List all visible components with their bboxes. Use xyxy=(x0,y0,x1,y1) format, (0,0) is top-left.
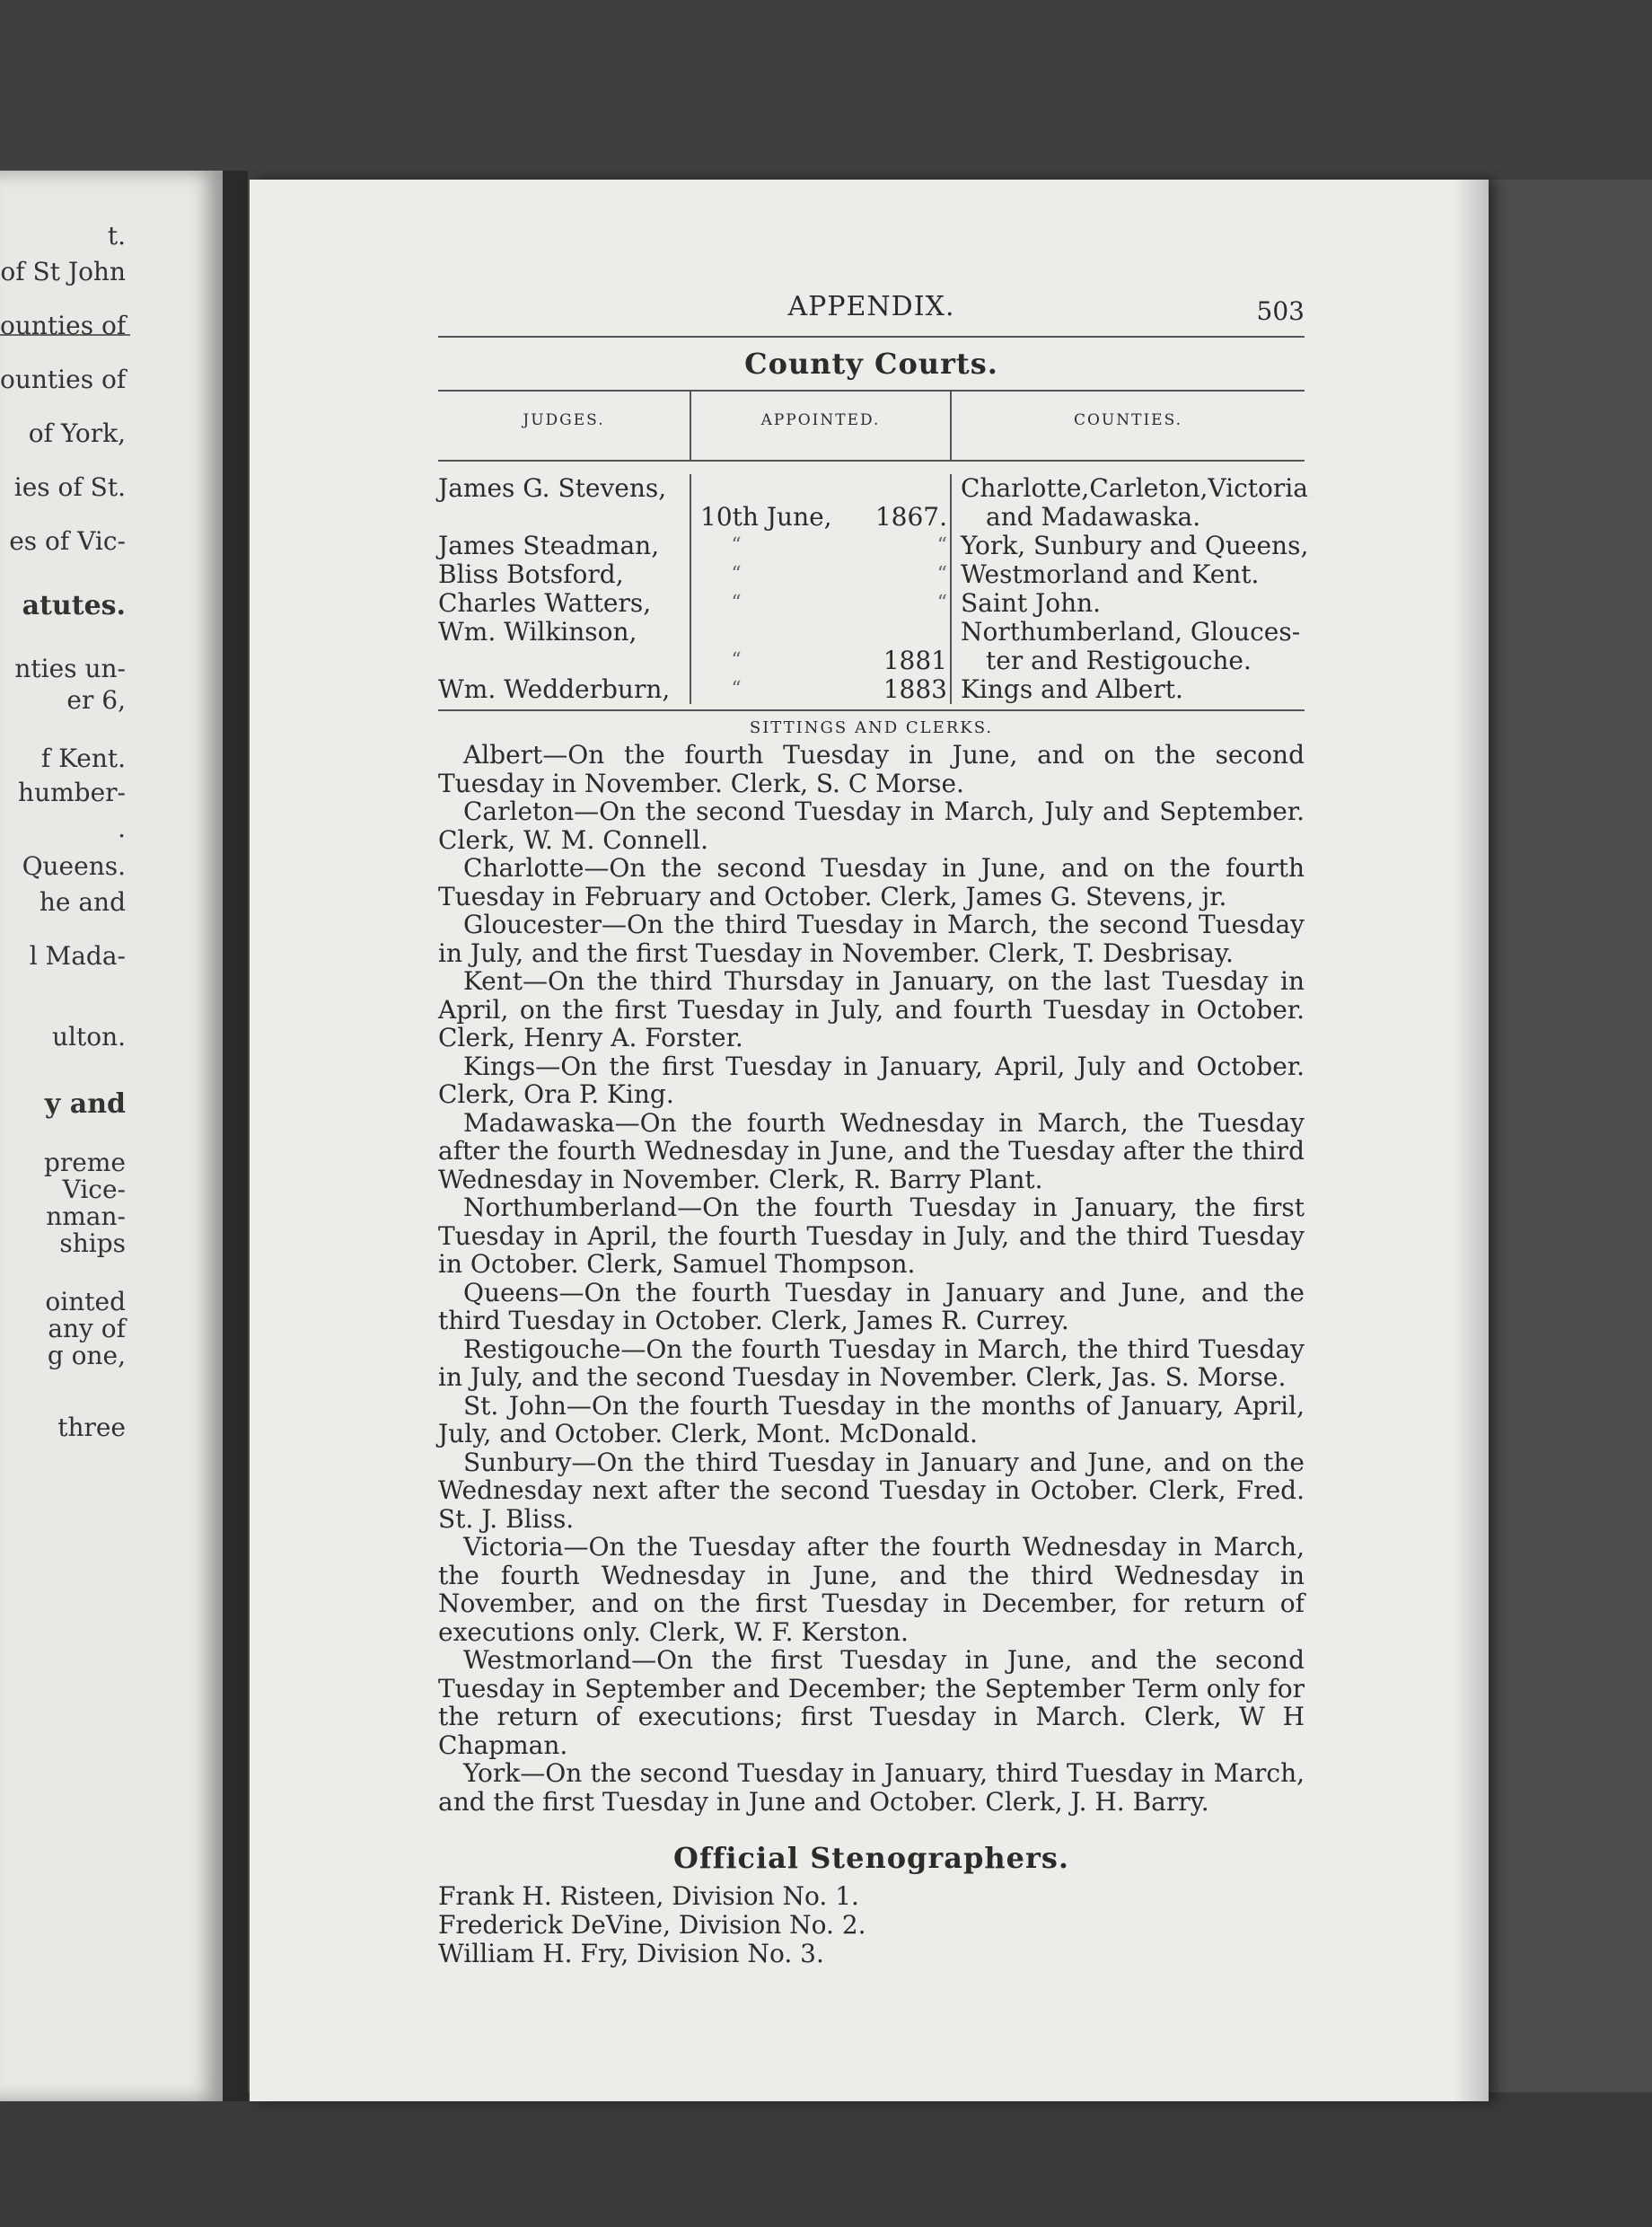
appointed-column xyxy=(690,474,950,704)
appointed-year: 1881 xyxy=(883,646,947,675)
page-title: APPENDIX. xyxy=(787,291,955,322)
left-page-fragment: of York, xyxy=(28,418,126,448)
appointed-date xyxy=(700,618,857,647)
judge-name: Charles Watters, xyxy=(438,588,652,618)
table-body xyxy=(438,462,1309,711)
stenographer-entry: Frank H. Risteen, Division No. 1. xyxy=(438,1881,859,1911)
appointed-date: “ xyxy=(731,649,742,672)
left-page-fragment: any of xyxy=(48,1314,126,1343)
sitting-entry: Restigouche—On the fourth Tuesday in March, the third Tuesday in July, and the second Tuesday in November. Clerk, Jas. S. Morse. xyxy=(438,1334,1305,1392)
sitting-entry: Northumberland—On the fourth Tuesday in January, the first Tuesday in April, the fourth Tuesday in July, and the third Tuesday in October. Clerk, Samuel Thompson. xyxy=(438,1193,1305,1279)
left-page-fragment: ointed xyxy=(45,1287,126,1316)
left-page-fragment: g one, xyxy=(47,1341,126,1370)
left-page-fragment: Vice- xyxy=(62,1175,126,1204)
sittings-list xyxy=(438,741,1305,1816)
left-page-fragment: t. xyxy=(107,221,126,251)
county-entry: Saint John. xyxy=(961,588,1102,618)
page-number: 503 xyxy=(1256,296,1305,326)
judges-column xyxy=(438,474,690,704)
left-page-fragment: ounties of xyxy=(0,311,127,340)
county-entry: Charlotte,Carleton,Victoria xyxy=(961,473,1308,503)
stenographers-title: Official Stenographers. xyxy=(672,1841,1070,1875)
left-page xyxy=(0,171,224,2101)
left-page-fragment: atutes. xyxy=(22,590,126,621)
appointed-year: “ xyxy=(936,534,947,557)
judge-name: Bliss Botsford, xyxy=(438,559,624,589)
county-entry: Kings and Albert. xyxy=(961,674,1183,704)
county-entry: York, Sunbury and Queens, xyxy=(961,531,1309,560)
sitting-entry: Westmorland—On the first Tuesday in June, and the second Tuesday in September and December; the September Term only for the return of executions; first Tuesday in March. Clerk, W H Chapman. xyxy=(438,1645,1305,1760)
judge-name xyxy=(438,647,690,675)
judge-name: James G. Stevens, xyxy=(438,473,667,503)
appointed-date: “ xyxy=(731,678,742,700)
left-page-fragment: nman- xyxy=(46,1202,126,1231)
judge-name: Wm. Wilkinson, xyxy=(438,617,637,647)
left-page-fragment: humber- xyxy=(18,778,126,807)
appointed-year: “ xyxy=(936,563,947,585)
county-entry: Northumberland, Glouces- xyxy=(961,617,1301,647)
left-page-fragment: y and xyxy=(44,1088,126,1120)
sitting-entry: Queens—On the fourth Tuesday in January and June, and the third Tuesday in October. Clerk, James R. Currey. xyxy=(438,1277,1305,1335)
sitting-entry: Charlotte—On the second Tuesday in June, and on the fourth Tuesday in February and October. Clerk, James G. Stevens, jr. xyxy=(438,853,1305,911)
appointed-row xyxy=(700,474,950,503)
judge-name xyxy=(438,503,690,532)
sitting-entry: Albert—On the fourth Tuesday in June, and on the second Tuesday in November. Clerk, S. C Morse. xyxy=(438,740,1305,798)
sitting-entry: Victoria—On the Tuesday after the fourth Wednesday in March, the fourth Wednesday in June, and the third Wednesday in November, and on the first Tuesday in December, for return of executions only. Clerk, W. F. Kerston. xyxy=(438,1532,1305,1647)
appointed-row xyxy=(700,560,950,589)
stenographer-entry: William H. Fry, Division No. 3. xyxy=(438,1939,824,1968)
county-entry: and Madawaska. xyxy=(986,502,1201,532)
sitting-entry: York—On the second Tuesday in January, third Tuesday in March, and the first Tuesday in June and October. Clerk, J. H. Barry. xyxy=(438,1758,1305,1817)
right-page xyxy=(250,180,1489,2101)
stenographer-entry: Frederick DeVine, Division No. 2. xyxy=(438,1910,866,1940)
left-page-fragment: er 6, xyxy=(66,685,126,715)
appointed-date: 10th June, xyxy=(700,502,832,532)
appointed-year xyxy=(857,618,947,647)
sitting-entry: Gloucester—On the third Tuesday in March, the second Tuesday in July, and the first Tuesday in November. Clerk, T. Desbrisay. xyxy=(438,910,1305,968)
appointed-date: “ xyxy=(731,592,742,614)
county-entry: ter and Restigouche. xyxy=(986,646,1252,675)
appointed-year: 1883 xyxy=(883,674,947,704)
book-gutter xyxy=(223,171,248,2101)
left-page-fragment: . xyxy=(118,814,126,843)
sitting-entry: Madawaska—On the fourth Wednesday in March, the Tuesday after the fourth Wednesday in June, and the Tuesday after the third Wednesday in November. Clerk, R. Barry Plant. xyxy=(438,1107,1305,1194)
appointed-row xyxy=(700,532,950,560)
scan-background-top xyxy=(0,0,1652,180)
left-page-fragment: preme xyxy=(44,1148,126,1177)
judge-name: James Steadman, xyxy=(438,531,660,560)
appointed-year: 1867. xyxy=(874,502,947,532)
appointed-date xyxy=(700,474,857,503)
left-page-fragment: of St John xyxy=(0,257,126,286)
appointed-date: “ xyxy=(731,534,742,557)
county-courts-table xyxy=(438,390,1309,711)
left-page-fragment: nties un- xyxy=(14,654,126,683)
column-header-counties: COUNTIES. xyxy=(950,392,1305,460)
appointed-row xyxy=(700,618,950,647)
stenographers-list xyxy=(438,1882,1305,1968)
counties-column xyxy=(950,473,1309,704)
left-page-fragment: ulton. xyxy=(51,1022,126,1052)
left-page-fragment: f Kent. xyxy=(40,744,126,773)
column-header-appointed: APPOINTED. xyxy=(690,392,950,460)
appointed-row xyxy=(700,503,950,532)
running-head xyxy=(438,291,1305,336)
county-courts-title: County Courts. xyxy=(744,347,998,381)
page-content xyxy=(438,291,1309,1968)
appointed-year xyxy=(857,474,947,503)
sitting-entry: Kings—On the first Tuesday in January, April, July and October. Clerk, Ora P. King. xyxy=(438,1051,1305,1109)
column-header-judges: JUDGES. xyxy=(523,411,605,429)
left-page-fragment: ounties of xyxy=(0,365,127,394)
sittings-heading: SITTINGS AND CLERKS. xyxy=(749,718,994,737)
left-page-fragment: ies of St. xyxy=(13,472,126,502)
left-page-fragment: ships xyxy=(59,1228,126,1258)
table-header xyxy=(438,392,1305,462)
appointed-date: “ xyxy=(731,563,742,585)
sitting-entry: St. John—On the fourth Tuesday in the months of January, April, July, and October. Clerk, Mont. McDonald. xyxy=(438,1390,1305,1448)
appointed-row xyxy=(700,675,950,704)
left-page-fragment: es of Vic- xyxy=(9,526,126,556)
left-page-fragment: three xyxy=(57,1413,126,1442)
scan-background-bottom xyxy=(0,2092,1652,2227)
appointed-year: “ xyxy=(936,592,947,614)
sitting-entry: Kent—On the third Thursday in January, on the last Tuesday in April, on the first Tuesday in July, and fourth Tuesday in October. Clerk, Henry A. Forster. xyxy=(438,966,1305,1052)
left-page-fragment: he and xyxy=(39,887,126,917)
header-rule xyxy=(438,336,1305,338)
appointed-row xyxy=(700,589,950,618)
appointed-row xyxy=(700,647,950,675)
left-page-fragment: l Mada- xyxy=(29,941,126,971)
left-page-fragment: Queens. xyxy=(22,851,126,881)
county-entry: Westmorland and Kent. xyxy=(961,559,1260,589)
sitting-entry: Carleton—On the second Tuesday in March, July and September. Clerk, W. M. Connell. xyxy=(438,797,1305,855)
judge-name: Wm. Wedderburn, xyxy=(438,674,671,704)
sitting-entry: Sunbury—On the third Tuesday in January and June, and on the Wednesday next after the second Tuesday in October. Clerk, Fred. St. J. Bliss. xyxy=(438,1447,1305,1534)
